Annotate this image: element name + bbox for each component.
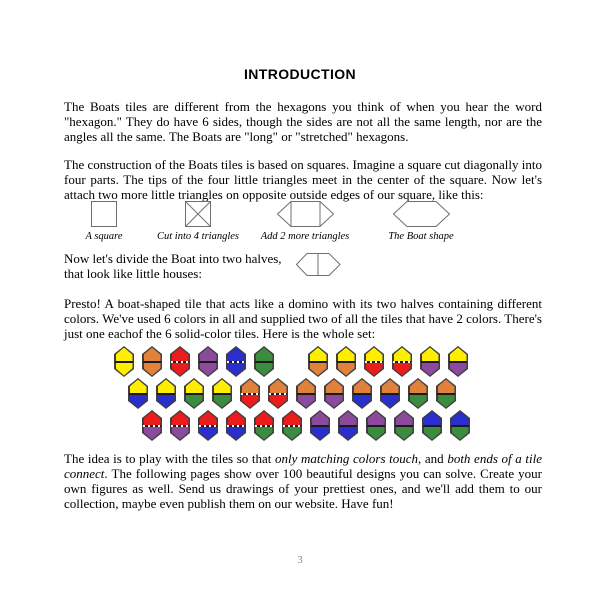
page-number: 3 (297, 554, 303, 566)
paragraph-construction: The construction of the Boats tiles is based on squares. Imagine a square cut diagonally into four parts. The tips of the four little triangles meet in the center of the square. Now let's attach two more little triangles on opposite outside edges of our square, like this: (64, 157, 542, 202)
boat-tile-orange-orange (142, 346, 162, 377)
tile-set-row-2 (128, 378, 456, 409)
boat-tile-orange-green (436, 378, 456, 409)
boat-tile-yellow-purple (420, 346, 440, 377)
boat-tile-yellow-green (184, 378, 204, 409)
paragraph-idea (64, 451, 542, 511)
caption-add-2-more-triangles: Add 2 more triangles (260, 231, 350, 242)
boat-tile-yellow-orange (308, 346, 328, 377)
square-cut-into-triangles-diagram (185, 201, 212, 228)
boat-tile-green-green (254, 346, 274, 377)
boat-tile-yellow-blue (156, 378, 176, 409)
idea-text-1: The idea is to play with the tiles so that (64, 451, 275, 466)
boat-tile-red-purple (142, 410, 162, 441)
boat-tile-yellow-green (212, 378, 232, 409)
idea-text-2: , and (418, 451, 448, 466)
boat-tile-yellow-red (392, 346, 412, 377)
boat-tile-yellow-yellow (114, 346, 134, 377)
boat-tile-orange-purple (324, 378, 344, 409)
boat-tile-purple-blue (338, 410, 358, 441)
paragraph-divide-boat: Now let's divide the Boat into two halves, that look like little houses: (64, 251, 282, 281)
boat-tile-orange-green (408, 378, 428, 409)
square-diagram (91, 201, 118, 228)
caption-cut-into-4-triangles: Cut into 4 triangles (157, 231, 239, 242)
boat-tile-purple-purple (198, 346, 218, 377)
boat-tile-yellow-red (364, 346, 384, 377)
caption-a-square: A square (85, 231, 123, 242)
boat-shape-diagram (393, 201, 451, 228)
caption-the-boat-shape: The Boat shape (388, 231, 454, 242)
boat-tile-yellow-purple (448, 346, 468, 377)
boat-tile-red-red (170, 346, 190, 377)
boat-tile-yellow-orange (336, 346, 356, 377)
boat-tile-blue-green (450, 410, 470, 441)
boat-tile-purple-blue (310, 410, 330, 441)
boat-tile-purple-green (394, 410, 414, 441)
boat-tile-orange-purple (296, 378, 316, 409)
divided-boat-diagram (296, 253, 341, 277)
boat-tile-red-blue (198, 410, 218, 441)
boat-tile-blue-blue (226, 346, 246, 377)
idea-italic-matching-colors: only matching colors touch (275, 451, 419, 466)
boat-tile-yellow-blue (128, 378, 148, 409)
boat-tile-red-blue (226, 410, 246, 441)
tile-set-row-1 (114, 346, 468, 377)
tile-set-row-3 (142, 410, 470, 441)
boat-tile-orange-blue (352, 378, 372, 409)
boat-tile-red-green (282, 410, 302, 441)
boat-tile-purple-green (366, 410, 386, 441)
boat-tile-orange-blue (380, 378, 400, 409)
page-title: INTRODUCTION (243, 66, 357, 82)
idea-italic-both-ends: both ends of a tile connect (64, 451, 542, 481)
boat-tile-red-purple (170, 410, 190, 441)
boat-tile-red-green (254, 410, 274, 441)
paragraph-intro: The Boats tiles are different from the hexagons you think of when you hear the word "hexagon." They do have 6 sides, though the sides are not all the same length, nor are the angles all the same. The Boats are "long" or "stretched" hexagons. (64, 99, 542, 144)
boat-tile-orange-red (240, 378, 260, 409)
idea-text-3: . The following pages show over 100 beautiful designs you can solve. Create your own figures as well. Send us drawings of your prettiest ones, and we'll add them to our collection, maybe even publish them on our website. Have fun! (64, 466, 542, 511)
square-with-two-triangles-diagram (277, 201, 335, 228)
paragraph-presto: Presto! A boat-shaped tile that acts like a domino with its two halves containing different colors. We've used 6 colors in all and supplied two of all the tiles that have 2 colors. There's just one eachof the 6 solid-color tiles. Here is the whole set: (64, 296, 542, 341)
boat-tile-orange-red (268, 378, 288, 409)
boat-tile-blue-green (422, 410, 442, 441)
